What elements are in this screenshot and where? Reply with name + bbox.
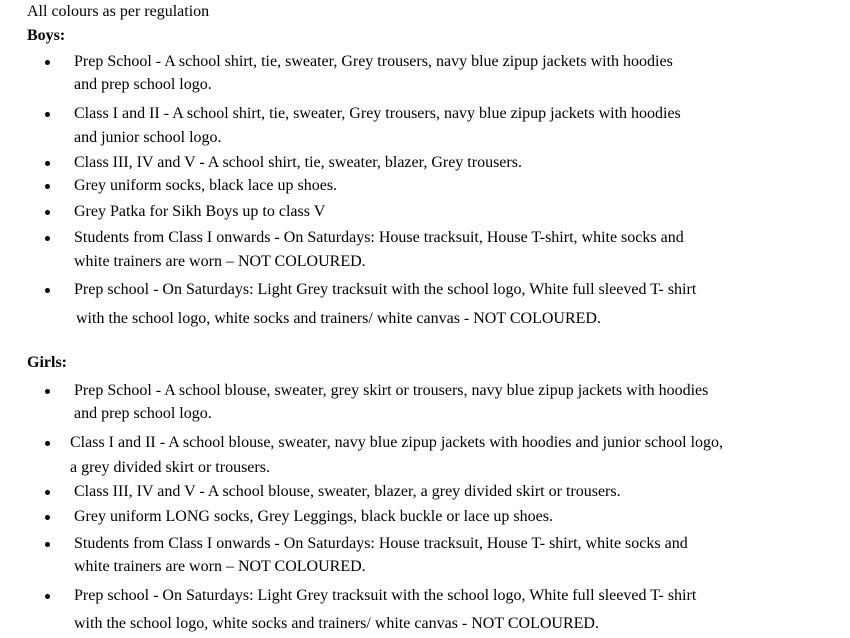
girls-item-6-line-1: Prep school - On Saturdays: Light Grey tracksuit with the school logo, White full sleeved T- shirt <box>74 587 697 604</box>
bullet-icon <box>44 586 52 606</box>
boys-item-1-line-2: and prep school logo. <box>74 76 212 93</box>
bullet-icon <box>44 228 52 248</box>
girls-item-2-line-2: a grey divided skirt or trousers. <box>70 459 270 476</box>
bullet-icon <box>44 280 52 300</box>
bullet-icon <box>44 381 52 401</box>
bullet-icon <box>44 534 52 554</box>
girls-heading: Girls: <box>27 354 67 371</box>
boys-heading: Boys: <box>27 27 66 44</box>
girls-item-5-line-2: white trainers are worn – NOT COLOURED. <box>74 558 366 575</box>
boys-item-1-line-1: Prep School - A school shirt, tie, sweater, Grey trousers, navy blue zipup jackets with hoodies <box>74 53 673 70</box>
girls-item-6-line-2: with the school logo, white socks and trainers/ white canvas - NOT COLOURED. <box>74 615 599 632</box>
boys-item-5-line-1: Grey Patka for Sikh Boys up to class V <box>74 203 326 220</box>
bullet-icon <box>44 482 52 502</box>
boys-item-6-line-1: Students from Class I onwards - On Saturdays: House tracksuit, House T-shirt, white socks and <box>74 229 684 246</box>
girls-item-1-line-2: and prep school logo. <box>74 405 212 422</box>
bullet-icon <box>44 507 52 527</box>
bullet-icon <box>44 52 52 72</box>
girls-item-2-line-1: Class I and II - A school blouse, sweater, navy blue zipup jackets with hoodies and junior school logo, <box>70 434 724 451</box>
girls-item-5-line-1: Students from Class I onwards - On Saturdays: House tracksuit, House T- shirt, white socks and <box>74 535 688 552</box>
boys-item-7-line-1: Prep school - On Saturdays: Light Grey tracksuit with the school logo, White full sleeved T- shirt <box>74 281 697 298</box>
girls-item-3-line-1: Class III, IV and V - A school blouse, sweater, blazer, a grey divided skirt or trousers. <box>74 483 621 500</box>
boys-item-3-line-1: Class III, IV and V - A school shirt, tie, sweater, blazer, Grey trousers. <box>74 154 522 171</box>
boys-item-2-line-2: and junior school logo. <box>74 129 222 146</box>
girls-item-4-line-1: Grey uniform LONG socks, Grey Leggings, black buckle or lace up shoes. <box>74 508 553 525</box>
boys-item-6-line-2: white trainers are worn – NOT COLOURED. <box>74 253 366 270</box>
bullet-icon <box>44 104 52 124</box>
bullet-icon <box>44 202 52 222</box>
boys-item-7-line-2: with the school logo, white socks and trainers/ white canvas - NOT COLOURED. <box>76 310 601 327</box>
bullet-icon <box>44 153 52 173</box>
girls-item-1-line-1: Prep School - A school blouse, sweater, grey skirt or trousers, navy blue zipup jackets with hoodies <box>74 382 709 399</box>
boys-item-2-line-1: Class I and II - A school shirt, tie, sweater, Grey trousers, navy blue zipup jackets with hoodies <box>74 105 681 122</box>
bullet-icon <box>44 433 52 453</box>
intro-text: All colours as per regulation <box>27 3 210 20</box>
bullet-icon <box>44 176 52 196</box>
boys-item-4-line-1: Grey uniform socks, black lace up shoes. <box>74 177 338 194</box>
